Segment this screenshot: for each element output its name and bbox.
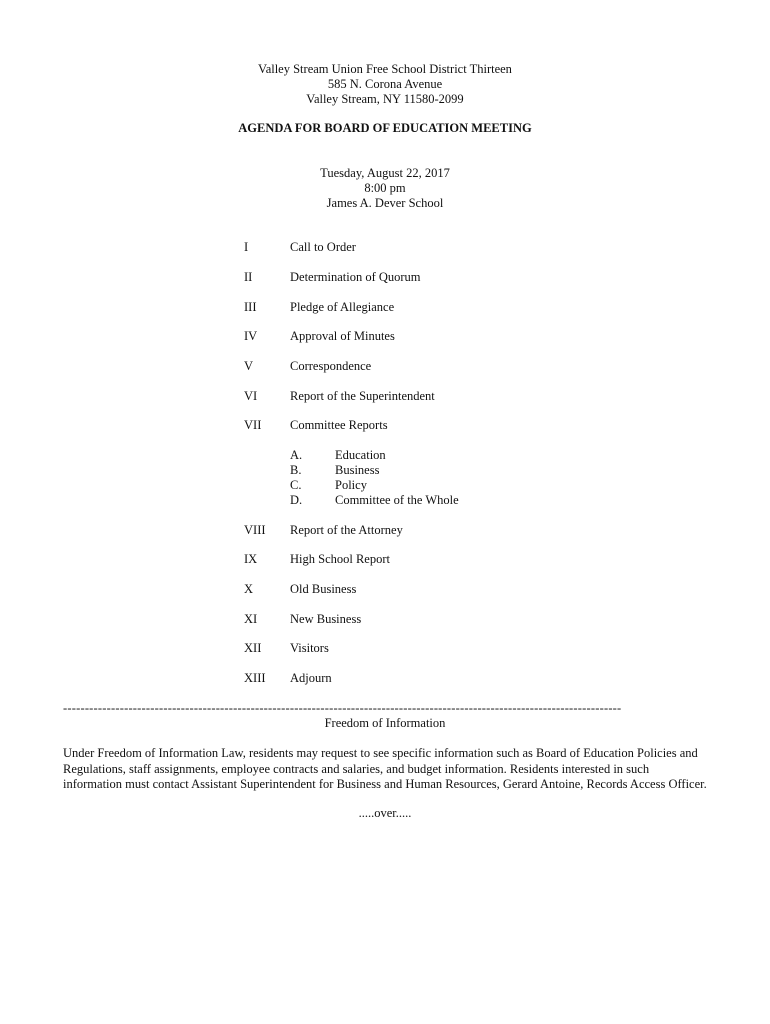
foi-body: Under Freedom of Information Law, residents may request to see specific information such as Board of Education Policies and Regulations, staff assignments, employee contracts and salaries, and budget information. Residents interested in such information must contact Assistant Superintendent for Business and Human Resources, Gerard Antoine, Records Access Officer.	[63, 746, 707, 791]
agenda-item-label: High School Report	[290, 552, 390, 566]
agenda-item-number: X	[244, 582, 254, 596]
district-name: Valley Stream Union Free School District Thirteen	[258, 62, 512, 76]
committee-label: Business	[335, 463, 380, 477]
agenda-item-label: Committee Reports	[290, 418, 388, 432]
agenda-item-label: Visitors	[290, 641, 329, 655]
committee-letter: D.	[290, 493, 303, 507]
agenda-item-label: Call to Order	[290, 240, 356, 254]
agenda-item-number: VI	[244, 389, 258, 403]
agenda-item-label: Correspondence	[290, 359, 372, 373]
agenda-item-number: XIII	[244, 671, 266, 685]
agenda-item-number: IV	[244, 329, 258, 343]
agenda-item-label: Adjourn	[290, 671, 332, 685]
agenda-item-label: Report of the Superintendent	[290, 389, 435, 403]
district-address	[0, 62, 770, 107]
agenda-item-number: IX	[244, 552, 258, 566]
agenda-item-label: Pledge of Allegiance	[290, 300, 395, 314]
foi-heading: Freedom of Information	[324, 716, 446, 730]
agenda-item-number: V	[244, 359, 254, 373]
agenda-item-label: New Business	[290, 612, 362, 626]
committee-letter: B.	[290, 463, 302, 477]
meeting-time: 8:00 pm	[364, 181, 406, 195]
agenda-item-label: Report of the Attorney	[290, 523, 403, 537]
agenda-item-number: III	[244, 300, 257, 314]
agenda-item-number: VIII	[244, 523, 266, 537]
over-note: .....over.....	[358, 806, 412, 820]
page-title: AGENDA FOR BOARD OF EDUCATION MEETING	[238, 121, 532, 135]
agenda-item-label: Old Business	[290, 582, 357, 596]
agenda-item-number: I	[244, 240, 249, 254]
committee-label: Policy	[335, 478, 367, 492]
agenda-item-number: XII	[244, 641, 262, 655]
committee-label: Education	[335, 448, 386, 462]
city-state-zip: Valley Stream, NY 11580-2099	[306, 92, 464, 106]
committee-letter: C.	[290, 478, 302, 492]
meeting-date: Tuesday, August 22, 2017	[320, 166, 450, 180]
agenda-item-label: Approval of Minutes	[290, 329, 395, 343]
agenda-item-number: XI	[244, 612, 258, 626]
committee-label: Committee of the Whole	[335, 493, 459, 507]
agenda-item-number: VII	[244, 418, 262, 432]
committee-letter: A.	[290, 448, 303, 462]
meeting-location: James A. Dever School	[326, 196, 444, 210]
dashed-separator: --------------------------------------------------------------------------------------------------------------------------------	[63, 702, 622, 714]
street-address: 585 N. Corona Avenue	[327, 77, 443, 91]
agenda-item-label: Determination of Quorum	[290, 270, 421, 284]
meeting-details	[0, 166, 770, 211]
agenda-item-number: II	[244, 270, 253, 284]
